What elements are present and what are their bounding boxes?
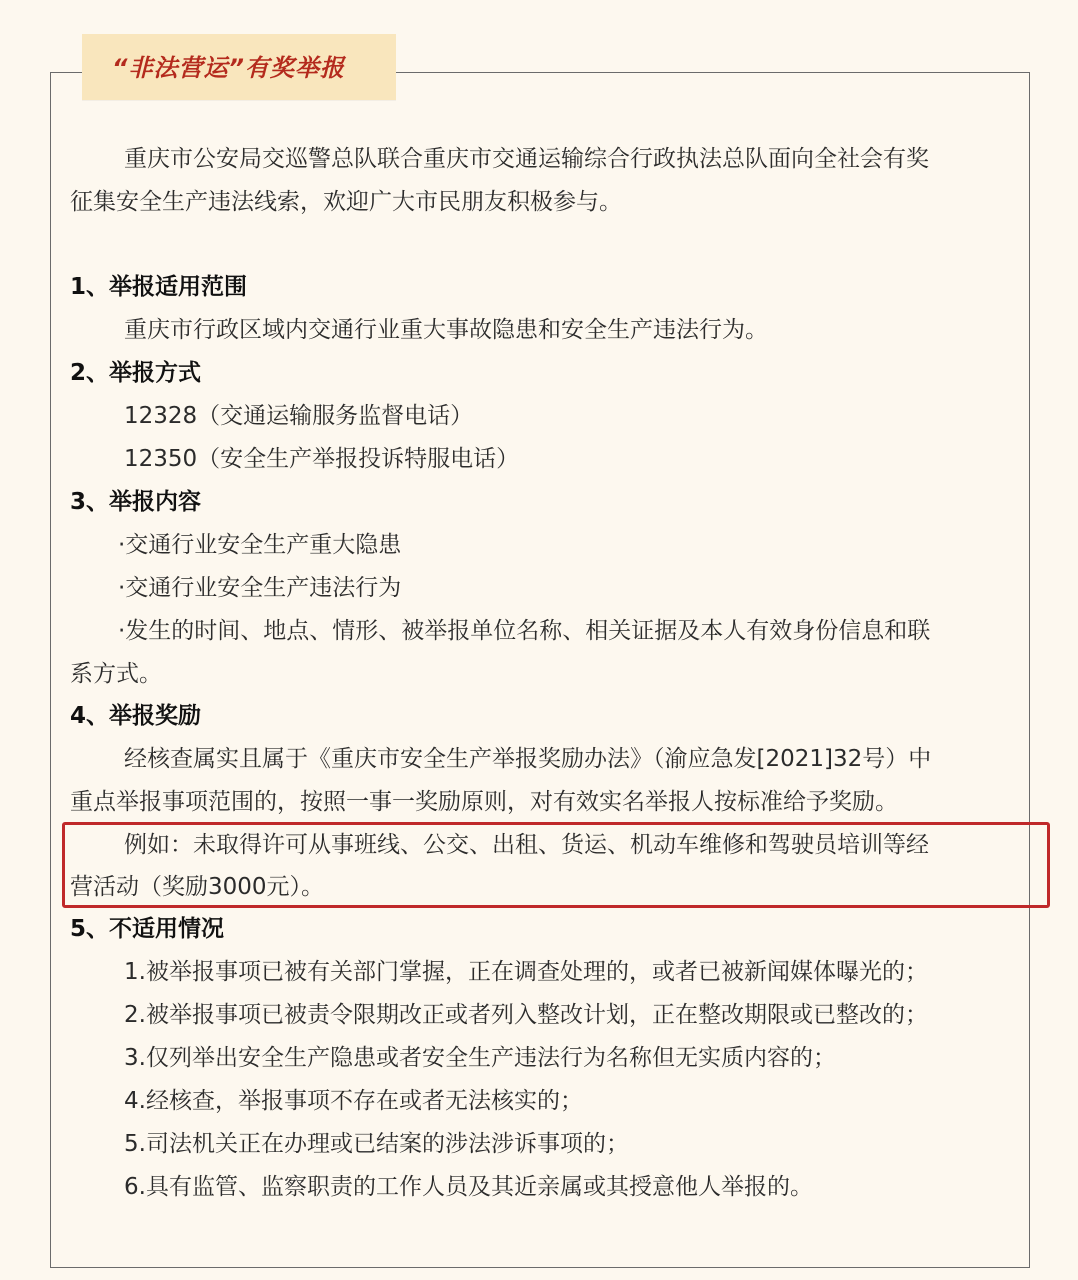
intro-line-2: 征集安全生产违法线索，欢迎广大市民朋友积极参与。 (70, 189, 622, 215)
intro-line-1: 重庆市公安局交巡警总队联合重庆市交通运输综合行政执法总队面向全社会有奖 (124, 146, 929, 172)
section-3-item-3-line-2: 系方式。 (70, 661, 162, 687)
reward-example-line-1: 例如：未取得许可从事班线、公交、出租、货运、机动车维修和驾驶员培训等经 (124, 832, 929, 858)
section-3-item-3-line-1: ·发生的时间、地点、情形、被举报单位名称、相关证据及本人有效身份信息和联 (118, 618, 931, 644)
page-title: “非法营运”有奖举报 (112, 54, 345, 82)
section-4-heading: 4、举报奖励 (70, 703, 202, 729)
section-4-para-line-2: 重点举报事项范围的，按照一事一奖励原则，对有效实名举报人按标准给予奖励。 (70, 789, 898, 815)
section-1-body: 重庆市行政区域内交通行业重大事故隐患和安全生产违法行为。 (124, 317, 768, 343)
exclusion-item-1: 1.被举报事项已被有关部门掌握，正在调查处理的，或者已被新闻媒体曝光的； (124, 959, 928, 985)
phone-12328: 12328（交通运输服务监督电话） (124, 403, 474, 429)
section-3-item-1: ·交通行业安全生产重大隐患 (118, 532, 402, 558)
section-4-para-line-1: 经核查属实且属于《重庆市安全生产举报奖励办法》（渝应急发[2021]32号）中 (124, 746, 932, 772)
reward-example-line-2: 营活动（奖励3000元）。 (70, 874, 325, 900)
section-5-heading: 5、不适用情况 (70, 916, 225, 942)
exclusion-item-3: 3.仅列举出安全生产隐患或者安全生产违法行为名称但无实质内容的； (124, 1045, 836, 1071)
section-3-heading: 3、举报内容 (70, 489, 202, 515)
exclusion-item-6: 6.具有监管、监察职责的工作人员及其近亲属或其授意他人举报的。 (124, 1174, 813, 1200)
section-1-heading: 1、举报适用范围 (70, 274, 248, 300)
exclusion-item-5: 5.司法机关正在办理或已结案的涉法涉诉事项的； (124, 1131, 629, 1157)
exclusion-item-4: 4.经核查，举报事项不存在或者无法核实的； (124, 1088, 583, 1114)
section-2-heading: 2、举报方式 (70, 360, 202, 386)
section-3-item-2: ·交通行业安全生产违法行为 (118, 575, 402, 601)
phone-12350: 12350（安全生产举报投诉特服电话） (124, 446, 520, 472)
exclusion-item-2: 2.被举报事项已被责令限期改正或者列入整改计划，正在整改期限或已整改的； (124, 1002, 928, 1028)
